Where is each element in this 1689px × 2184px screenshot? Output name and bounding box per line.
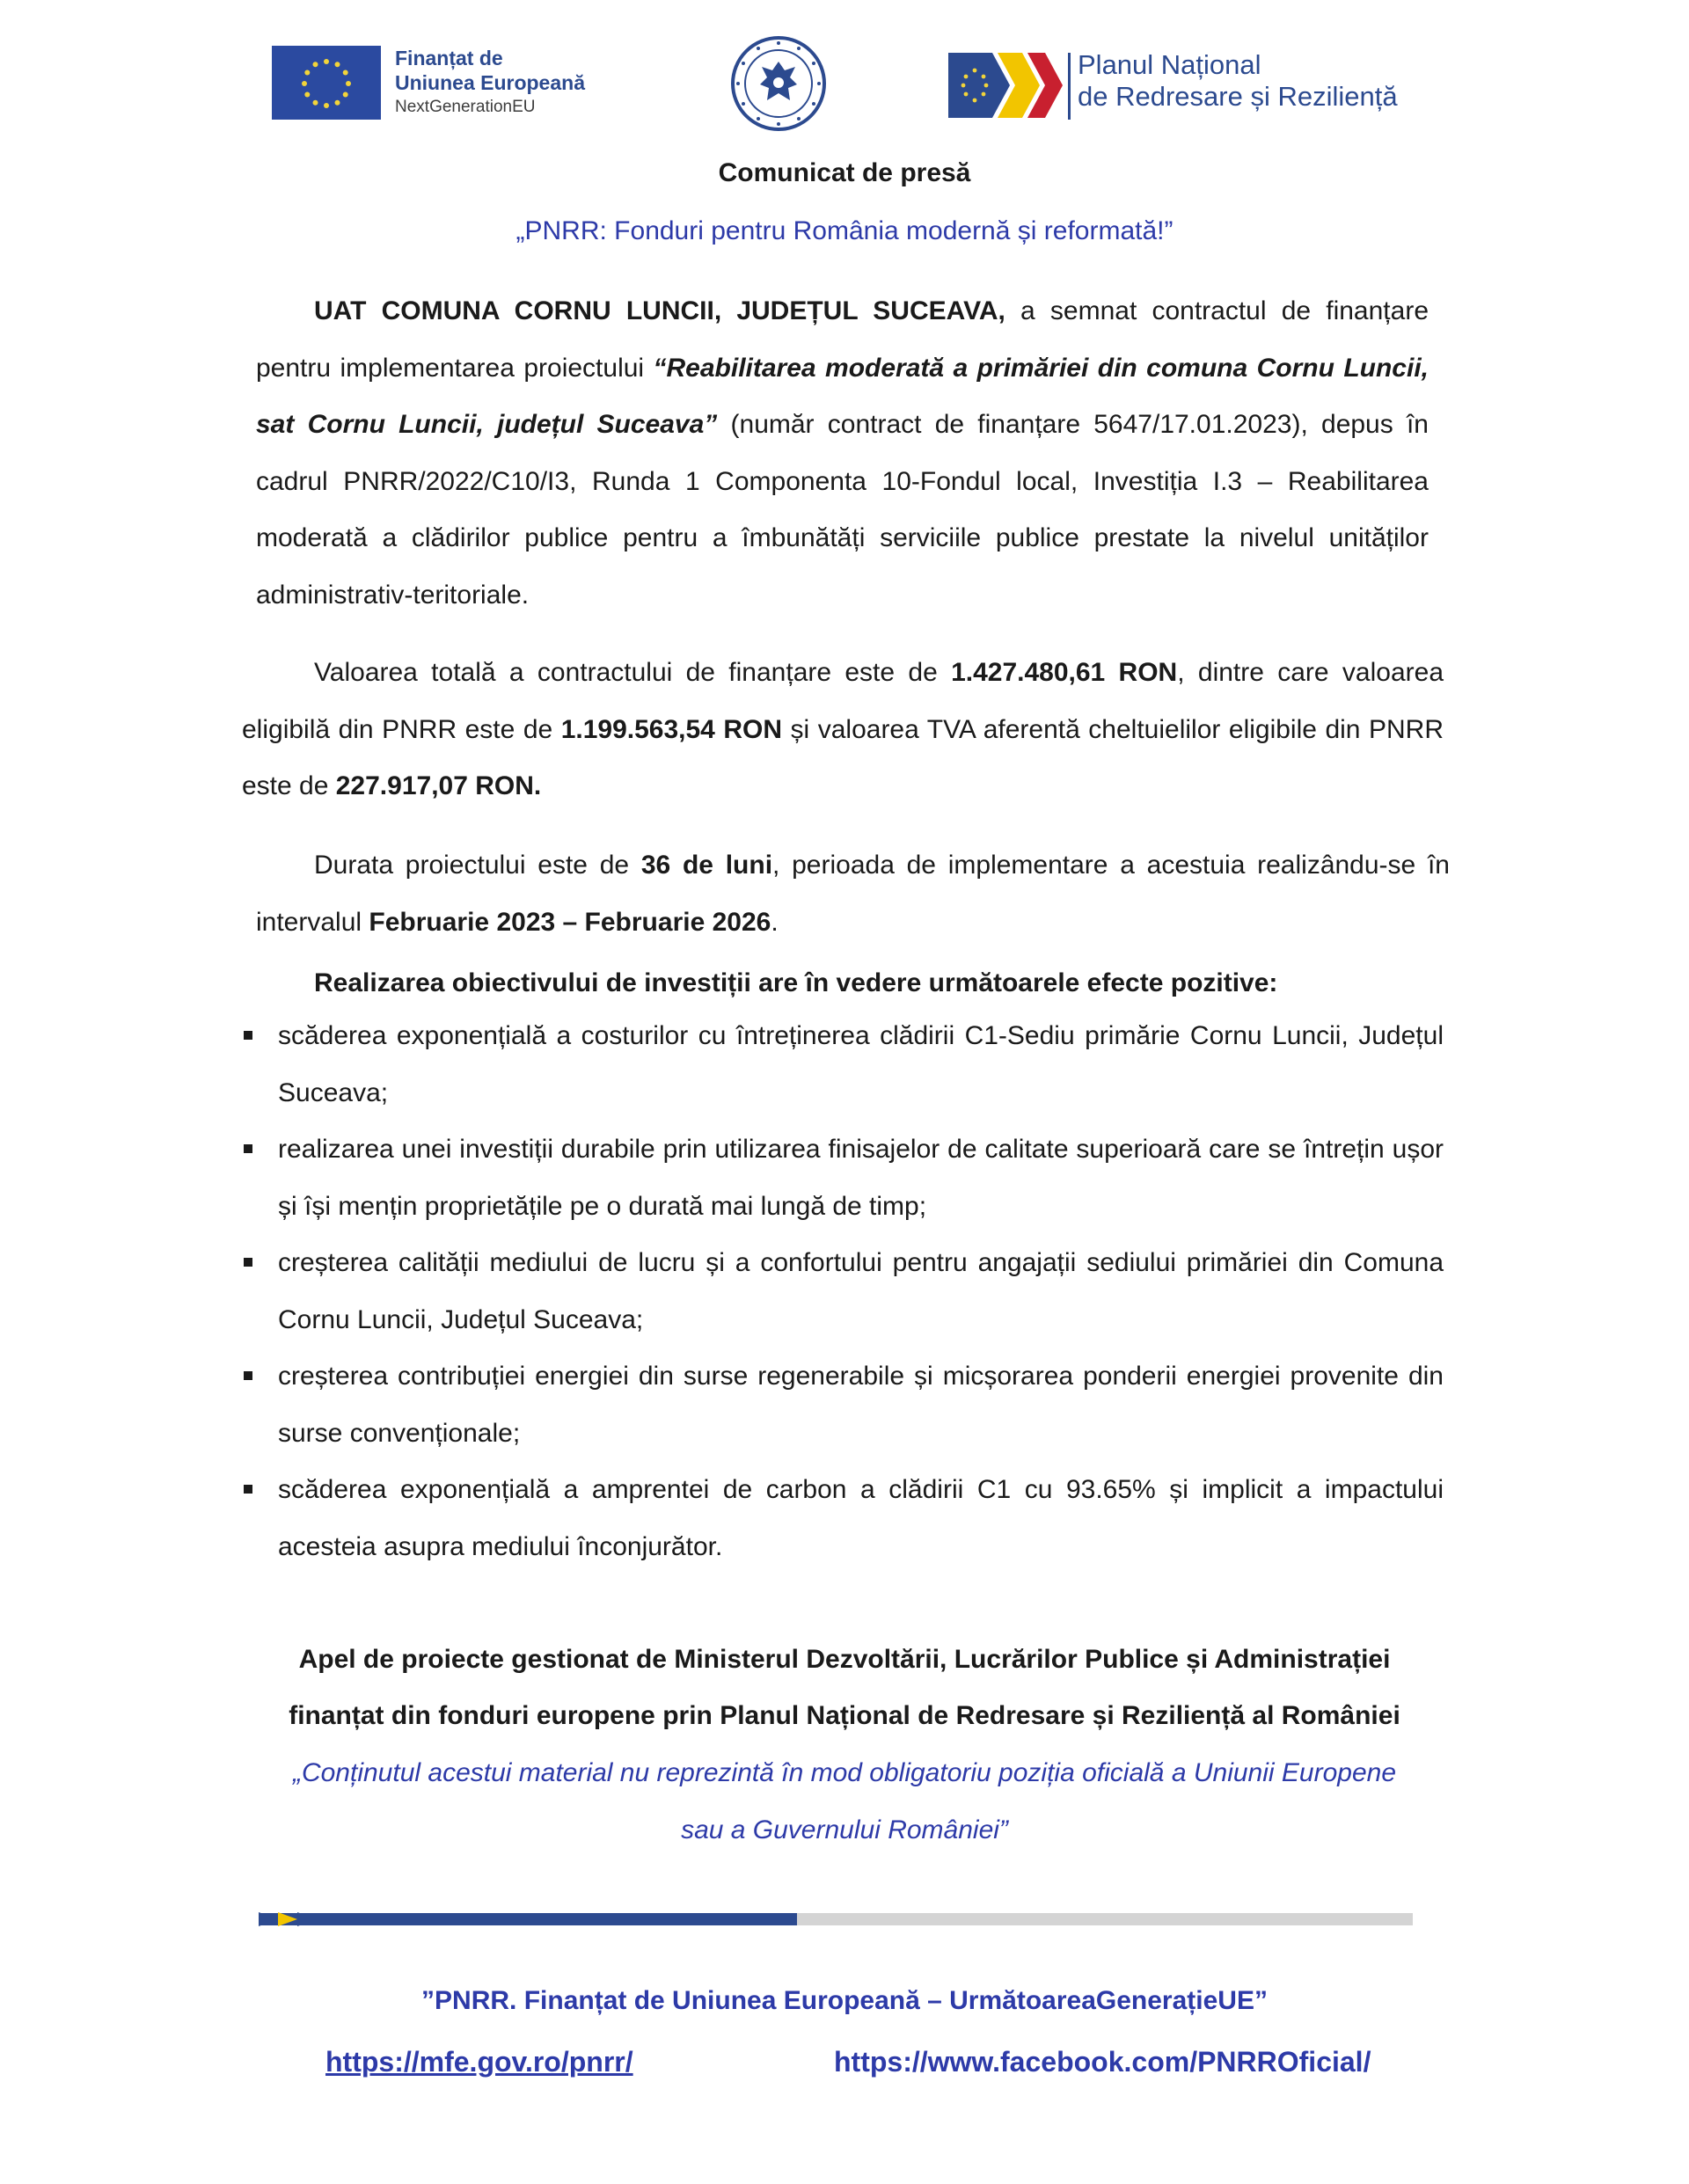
bullet-icon bbox=[244, 1258, 252, 1267]
paragraph-text: , dintre care valoarea eligibilă din PNRR este de bbox=[242, 658, 1444, 744]
facebook-link[interactable]: https://www.facebook.com/PNRROficial/ bbox=[834, 2046, 1371, 2078]
pnrr-arrow-icon bbox=[948, 53, 1063, 118]
paragraph-text: Valoarea totală a contractului de finanțare este de bbox=[314, 658, 952, 687]
eu-funding-logo bbox=[272, 46, 615, 125]
pnrr-logo bbox=[948, 49, 1441, 128]
eu-flag-icon bbox=[272, 46, 381, 120]
effects-list bbox=[242, 1008, 1444, 1575]
bullet-icon bbox=[244, 1031, 252, 1040]
vat-value: 227.917,07 RON. bbox=[335, 771, 542, 800]
funding-call-line1: Apel de proiecte gestionat de Ministerul Dezvoltării, Lucrărilor Publice și Administrației bbox=[298, 1645, 1391, 1674]
paragraph-text: (număr contract de finanțare 5647/17.01.2023), depus în cadrul PNRR/2022/C10/I3, Runda 1 Componenta 10-Fondul local, Investiția I.3 – Reabilitarea moderată a clădirilor publice pentru a îmbunătăți serviciile publice prestate la nivelul unităților administrativ-teritoriale. bbox=[256, 410, 1429, 610]
paragraph-contract bbox=[256, 283, 1429, 624]
total-value: 1.427.480,61 RON bbox=[951, 658, 1178, 687]
bullet-icon bbox=[244, 1144, 252, 1153]
press-release-slogan: „PNRR: Fonduri pentru România modernă și reformată!” bbox=[515, 216, 1174, 245]
government-seal-icon bbox=[730, 35, 827, 132]
eu-logo-text bbox=[395, 46, 585, 120]
disclaimer: „Conținutul acestui material nu reprezintă în mod obligatoriu poziția oficială a Uniunii Europene sau a Guvernului României” bbox=[292, 1758, 1397, 1844]
mfe-link[interactable]: https://mfe.gov.ro/pnrr/ bbox=[325, 2046, 633, 2078]
funding-call-line2: finanțat din fonduri europene prin Planul Național de Redresare și Reziliență al României bbox=[289, 1701, 1400, 1730]
pnrr-logo-line1: Planul Național bbox=[1078, 49, 1261, 80]
paragraph-duration bbox=[256, 837, 1450, 951]
project-duration: 36 de luni bbox=[640, 851, 773, 880]
project-title: “Reabilitarea moderată a primăriei din comuna Cornu Luncii, sat Cornu Luncii, județul Suceava” bbox=[256, 353, 1429, 439]
footer-slogan: ”PNRR. Finanțat de Uniunea Europeană – UrmătoareaGenerațieUE” bbox=[421, 1986, 1268, 2015]
eu-logo-line3: NextGenerationEU bbox=[395, 98, 536, 116]
paragraph-values bbox=[242, 645, 1444, 815]
paragraph-text: , perioada de implementare a acestuia realizându-se în intervalul bbox=[256, 851, 1450, 937]
pnrr-logo-line2: de Redresare și Reziliență bbox=[1078, 81, 1398, 112]
paragraph-text: și valoarea TVA aferentă cheltuielilor eligibile din PNRR este de bbox=[242, 714, 1444, 800]
list-item bbox=[242, 1235, 1444, 1348]
pnrr-logo-text bbox=[1078, 49, 1398, 113]
effects-heading: Realizarea obiectivului de investiții are în vedere următoarele efecte pozitive: bbox=[314, 968, 1278, 997]
list-item bbox=[242, 1348, 1444, 1462]
pnrr-logo-divider bbox=[1068, 53, 1071, 120]
beneficiary-name: UAT COMUNA CORNU LUNCII, JUDEȚUL SUCEAVA, bbox=[314, 296, 1005, 325]
paragraph-text: Durata proiectului este de bbox=[314, 851, 641, 880]
bullet-icon bbox=[244, 1371, 252, 1380]
eligible-value: 1.199.563,54 RON bbox=[560, 714, 783, 744]
list-item bbox=[242, 1462, 1444, 1575]
press-release-title: Comunicat de presă bbox=[718, 158, 971, 187]
list-item bbox=[242, 1121, 1444, 1235]
eu-logo-line2: Uniunea Europeană bbox=[395, 71, 585, 94]
list-item-text: realizarea unei investiții durabile prin utilizarea finisajelor de calitate superioară care se întrețin ușor și își mențin proprietățile pe o durată mai lungă de timp; bbox=[278, 1135, 1444, 1221]
list-item bbox=[242, 1008, 1444, 1121]
list-item-text: creșterea contribuției energiei din surse regenerabile și micșorarea ponderii energiei provenite din surse convenționale; bbox=[278, 1362, 1444, 1448]
list-item-text: scăderea exponențială a amprentei de carbon a clădirii C1 cu 93.65% și implicit a impactului acesteia asupra mediului înconjurător. bbox=[278, 1475, 1444, 1561]
list-item-text: scăderea exponențială a costurilor cu întreținerea clădirii C1-Sediu primărie Cornu Luncii, Județul Suceava; bbox=[278, 1021, 1444, 1107]
list-item-text: creșterea calității mediului de lucru și a confortului pentru angajații sediului primăriei din Comuna Cornu Luncii, Județul Suceava; bbox=[278, 1248, 1444, 1334]
footer-progress-bar bbox=[259, 1909, 1413, 1930]
implementation-period: Februarie 2023 – Februarie 2026 bbox=[369, 907, 771, 937]
paragraph-text: . bbox=[771, 907, 779, 937]
paragraph-text: a semnat contractul de finanțare pentru implementarea proiectului bbox=[256, 296, 1429, 383]
eu-logo-line1: Finanțat de bbox=[395, 47, 503, 69]
bullet-icon bbox=[244, 1485, 252, 1494]
